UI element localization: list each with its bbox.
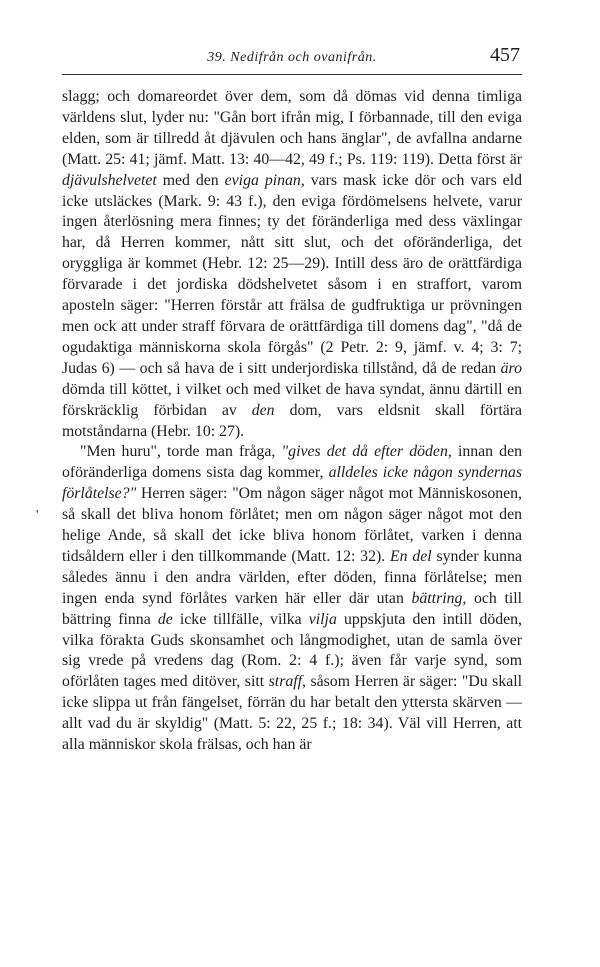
p2-text-5: och till bättring finna bbox=[62, 589, 523, 628]
p2-italic-7: straff, bbox=[268, 673, 306, 691]
p2-italic-3: En del bbox=[390, 547, 432, 565]
p1-text-2: med den bbox=[156, 171, 225, 189]
p1-text-1: slagg; och domareordet över dem, som då dömas vid denna timliga världens slut, lyder nu: "Gån bort ifrån mig, I förbannade, till den eviga elden, som är tillredd åt djävulen och hans änglar", de avfallna andarne (Matt. 25: 41; jämf. Matt. 13: 40—42, 49 f.; Ps. 119: 119). Detta först är bbox=[62, 88, 522, 168]
paragraph-2 bbox=[62, 442, 522, 756]
p2-italic-2: alldeles icke någon syndernas förlåtelse?" bbox=[62, 464, 522, 503]
running-title: 39. Nedifrån och ovanifrån. bbox=[207, 50, 377, 65]
p2-text-7: uppskjuta den intill döden, vilka förakta Guds skonsamhet och långmodighet, utan de samla över sig vrede på vredens dag (Rom. 2: 4 f.); även får varje synd, som oförlåten tages med ditöver, sitt bbox=[62, 610, 522, 691]
p2-italic-5: de bbox=[157, 610, 173, 628]
p1-text-5: dom, vars eldsnit skall förtära motståndarna (Hebr. 10: 27). bbox=[62, 401, 522, 440]
body-text bbox=[62, 87, 522, 756]
p2-italic-1: "gives det då efter döden, bbox=[281, 443, 452, 461]
p1-italic-1: djävulshelvetet bbox=[62, 171, 157, 189]
p1-text-3: vars mask icke dör och vars eld icke utsläckes (Mark. 9: 43 f.), den eviga fördömelsens helvete, varur ingen återlösning mera finnes; ty det föränderliga med dess växlingar har, då Herren kommer, nått sitt slut, och det oföränderliga, det oryggliga är kommet (Hebr. 12: 25—29). Intill dess äro de orättfärdiga förvarade i det jordiska dödshelvetet såsom i en straffort, varom aposteln säger: "Herren förstår att frälsa de gudfruktiga ur prövningen men ock att under straff förvara de orättfärdiga till domens dag", "då de ogudaktiga människorna skola förgås" (2 Petr. 2: 9, jämf. v. 4; 3: 7; Judas 6) — och så hava de i sitt underjordiska tillstånd, då de redan bbox=[62, 171, 522, 377]
p2-italic-6: vilja bbox=[308, 610, 337, 628]
p2-text-3: Herren säger: "Om någon säger något mot Människosonen, så skall det bliva honom förlåtet; men om någon säger något mot den helige Ande, så skall det icke bliva honom förlåtet, varken i denna tidsåldern eller i den tillkommande (Matt. 12: 32). bbox=[62, 485, 522, 565]
p2-text-1: "Men huru", torde man fråga, bbox=[80, 443, 282, 461]
p2-text-2: innan den oföränderliga domens sista dag kommer, bbox=[62, 443, 522, 482]
margin-mark: ' bbox=[36, 508, 39, 523]
page-header bbox=[62, 44, 522, 75]
p1-text-4: dömda till köttet, i vilket och med vilket de hava syndat, ännu därtill en förskräcklig förbidan av bbox=[62, 380, 522, 419]
page-number: 457 bbox=[490, 44, 520, 66]
p2-text-6: icke tillfälle, vilka bbox=[172, 610, 309, 628]
p2-text-8: såsom Herren är säger: "Du skall icke slippa ut från fängelset, förrän du har betalt den yttersta skärven — allt vad du är skyldig" (Matt. 5: 22, 25 f.; 18: 34). Väl vill Herren, att alla människor skola frälsas, och han är bbox=[62, 673, 523, 754]
p1-italic-3: äro bbox=[500, 359, 522, 377]
paragraph-1 bbox=[62, 87, 522, 442]
p2-italic-4: bättring, bbox=[411, 589, 467, 607]
p1-italic-4: den bbox=[251, 401, 275, 419]
p1-italic-2: eviga pinan, bbox=[224, 171, 305, 189]
p2-text-4: synder kunna således ännu i den andra världen, efter döden, finna förlåtelse; men ingen enda synd förlåtes varken här eller där utan bbox=[62, 547, 522, 607]
